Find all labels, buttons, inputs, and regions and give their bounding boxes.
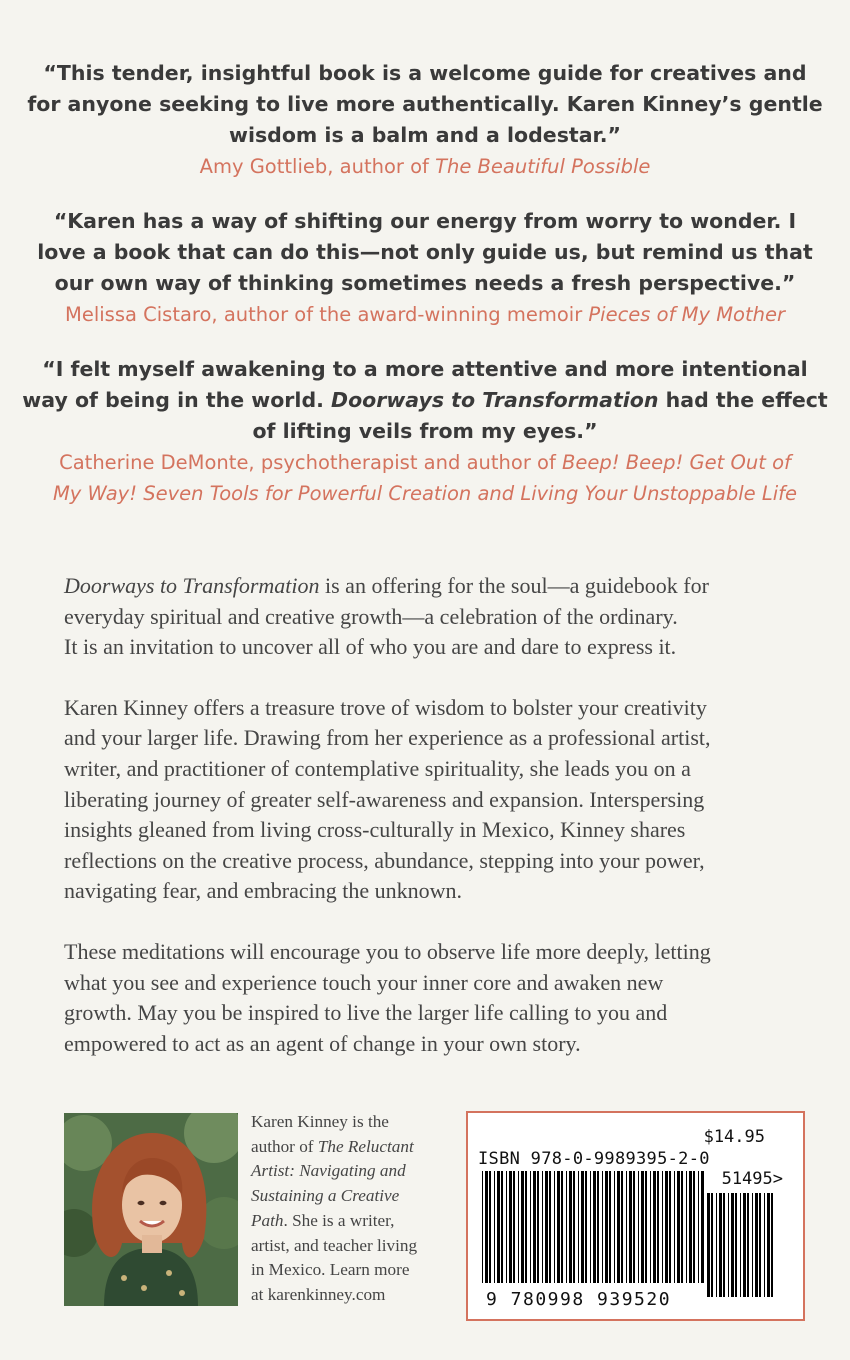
quote-text <box>0 354 850 447</box>
barcode-bar <box>578 1171 579 1283</box>
description-text: empowered to act as an agent of change in your own story. <box>64 1030 581 1056</box>
barcode-bar <box>518 1171 519 1283</box>
book-description <box>64 571 794 1089</box>
quote-fragment: way of being in the world. <box>22 388 332 412</box>
barcode-bar <box>719 1193 722 1297</box>
book-title: Beep! Beep! Get Out of <box>562 451 791 474</box>
attribution-name: Amy Gottlieb, author of <box>199 155 436 178</box>
description-text: insights gleaned from living cross-culturally in Mexico, Kinney shares <box>64 817 686 843</box>
quote-line: “This tender, insightful book is a welcome guide for creatives and <box>43 61 807 85</box>
barcode-bar <box>689 1171 692 1283</box>
barcode-bar <box>674 1171 675 1283</box>
attribution-line <box>0 447 850 478</box>
barcode-bar <box>566 1171 567 1283</box>
barcode-bar <box>509 1171 512 1283</box>
addon-digits: 51495> <box>721 1169 783 1189</box>
endorsements <box>0 58 850 533</box>
barcode-bar <box>489 1171 491 1283</box>
barcode-bar <box>707 1193 710 1297</box>
barcode-bar <box>557 1171 560 1283</box>
barcode-bar <box>621 1171 623 1283</box>
barcode-bar <box>735 1193 737 1297</box>
isbn-label: ISBN 978-0-9989395-2-0 <box>478 1149 710 1169</box>
quote-line: our own way of thinking sometimes needs a fresh perspective.” <box>54 271 796 295</box>
barcode-bar <box>597 1171 599 1283</box>
barcode-bar <box>569 1171 572 1283</box>
barcode-bar <box>573 1171 575 1283</box>
description-paragraph <box>64 937 794 1059</box>
bio-text: at karenkinney.com <box>251 1284 386 1304</box>
barcode-bar <box>554 1171 555 1283</box>
price-label: $14.95 <box>703 1127 765 1147</box>
barcode-bar <box>545 1171 548 1283</box>
barcode-bar <box>728 1193 729 1297</box>
isbn-barcode <box>466 1111 805 1321</box>
barcode-bar <box>653 1171 656 1283</box>
description-text: what you see and experience touch your inner core and awaken new <box>64 969 664 995</box>
description-text: everyday spiritual and creative growth—a celebration of the ordinary. <box>64 603 678 629</box>
barcode-bar <box>755 1193 758 1297</box>
barcode-bar <box>693 1171 695 1283</box>
book-title: The Reluctant <box>317 1136 414 1156</box>
description-text: It is an invitation to uncover all of who you are and dare to express it. <box>64 634 677 660</box>
barcode-bar <box>593 1171 596 1283</box>
barcode-bar <box>626 1171 627 1283</box>
barcode-bar <box>521 1171 524 1283</box>
author-photo <box>64 1113 238 1306</box>
barcode-bar <box>641 1171 644 1283</box>
barcode-bar <box>731 1193 734 1297</box>
barcode-bar <box>650 1171 651 1283</box>
endorsement-1 <box>0 58 850 182</box>
barcode-bar <box>716 1193 717 1297</box>
barcode-bar <box>617 1171 620 1283</box>
quote-text <box>0 58 850 151</box>
barcode-bar <box>759 1193 761 1297</box>
barcode-bar <box>485 1171 488 1283</box>
barcode-addon-bars <box>707 1193 775 1297</box>
book-title: The Beautiful Possible <box>435 155 651 178</box>
description-text: navigating fear, and embracing the unknown. <box>64 878 463 904</box>
barcode-bar <box>585 1171 587 1283</box>
endorsement-2 <box>0 206 850 330</box>
bio-text: artist, and teacher living <box>251 1235 418 1255</box>
barcode-bar <box>686 1171 687 1283</box>
barcode-bar <box>537 1171 539 1283</box>
quote-attribution <box>0 447 850 509</box>
quote-line: “I felt myself awakening to a more attentive and more intentional <box>42 357 808 381</box>
endorsement-3 <box>0 354 850 509</box>
book-title: Path <box>251 1210 284 1230</box>
barcode-bar <box>771 1193 773 1297</box>
barcode-bar <box>561 1171 563 1283</box>
barcode-bar <box>513 1171 515 1283</box>
barcode-bar <box>681 1171 683 1283</box>
barcode-bar <box>752 1193 753 1297</box>
quote-line: for anyone seeking to live more authentically. Karen Kinney’s gentle <box>27 92 823 116</box>
quote-text <box>0 206 850 299</box>
book-title: Pieces of My Mother <box>588 303 785 326</box>
barcode-bar <box>542 1171 543 1283</box>
barcode-bar <box>482 1171 483 1283</box>
barcode-bar <box>605 1171 608 1283</box>
description-text: writer, and practitioner of contemplative spirituality, she leads you on a <box>64 755 691 781</box>
barcode-bar <box>525 1171 527 1283</box>
barcode-bar <box>549 1171 551 1283</box>
barcode-bar <box>723 1193 725 1297</box>
barcode-bar <box>506 1171 507 1283</box>
bio-text: . She is a writer, <box>283 1210 395 1230</box>
barcode-bar <box>701 1171 704 1283</box>
author-bio <box>251 1110 456 1308</box>
description-text: is an offering for the soul—a guidebook for <box>319 573 709 598</box>
barcode-bar <box>530 1171 531 1283</box>
book-title-continued: My Way! Seven Tools for Powerful Creation and Living Your Unstoppable Life <box>52 482 798 505</box>
bio-text: in Mexico. Learn more <box>251 1260 410 1280</box>
book-title: Sustaining a Creative <box>251 1186 400 1206</box>
quote-line: love a book that can do this—not only guide us, but remind us that <box>37 240 813 264</box>
barcode-bar <box>669 1171 671 1283</box>
book-title: Doorways to Transformation <box>331 388 659 412</box>
quote-line <box>0 385 850 416</box>
description-paragraph <box>64 571 794 663</box>
barcode-bars <box>482 1171 704 1283</box>
barcode-bar <box>633 1171 635 1283</box>
description-text: liberating journey of greater self-awareness and expansion. Interspersing <box>64 786 705 812</box>
quote-fragment: had the effect <box>658 388 828 412</box>
barcode-bar <box>581 1171 584 1283</box>
attribution-name: Catherine DeMonte, psychotherapist and author of <box>59 451 563 474</box>
barcode-bar <box>711 1193 713 1297</box>
book-title: Doorways to Transformation <box>64 573 320 598</box>
description-text: Karen Kinney offers a treasure trove of wisdom to bolster your creativity <box>64 694 707 720</box>
barcode-bar <box>501 1171 503 1283</box>
description-text: reflections on the creative process, abundance, stepping into your power, <box>64 847 705 873</box>
quote-attribution <box>0 299 850 330</box>
barcode-bar <box>657 1171 659 1283</box>
quote-attribution <box>0 151 850 182</box>
barcode-bar <box>740 1193 741 1297</box>
book-title: Artist: Navigating and <box>251 1161 406 1181</box>
quote-line: “Karen has a way of shifting our energy from worry to wonder. I <box>53 209 797 233</box>
description-text: These meditations will encourage you to observe life more deeply, letting <box>64 938 711 964</box>
barcode-bar <box>764 1193 765 1297</box>
barcode-bar <box>494 1171 495 1283</box>
barcode-bar <box>743 1193 746 1297</box>
barcode-bar <box>590 1171 591 1283</box>
barcode-bar <box>662 1171 663 1283</box>
barcode-bar <box>698 1171 699 1283</box>
barcode-bar <box>602 1171 603 1283</box>
barcode-bar <box>747 1193 749 1297</box>
attribution-name: Melissa Cistaro, author of the award-winning memoir <box>65 303 589 326</box>
bio-text: author of <box>251 1136 318 1156</box>
barcode-bar <box>497 1171 500 1283</box>
barcode-bar <box>629 1171 632 1283</box>
ean-digits: 9 780998 939520 <box>486 1289 672 1310</box>
quote-line: wisdom is a balm and a lodestar.” <box>229 123 621 147</box>
barcode-bar <box>638 1171 639 1283</box>
description-text: growth. May you be inspired to live the larger life calling to you and <box>64 1000 668 1026</box>
barcode-bar <box>767 1193 770 1297</box>
bio-text: Karen Kinney is the <box>251 1112 389 1131</box>
quote-line: of lifting veils from my eyes.” <box>252 419 598 443</box>
barcode-bar <box>609 1171 611 1283</box>
barcode-bar <box>645 1171 647 1283</box>
barcode-bar <box>677 1171 680 1283</box>
barcode-bar <box>614 1171 615 1283</box>
barcode-bar <box>665 1171 668 1283</box>
description-text: and your larger life. Drawing from her experience as a professional artist, <box>64 725 711 751</box>
description-paragraph <box>64 693 794 907</box>
author-portrait-illustration <box>64 1113 238 1306</box>
barcode-bar <box>533 1171 536 1283</box>
